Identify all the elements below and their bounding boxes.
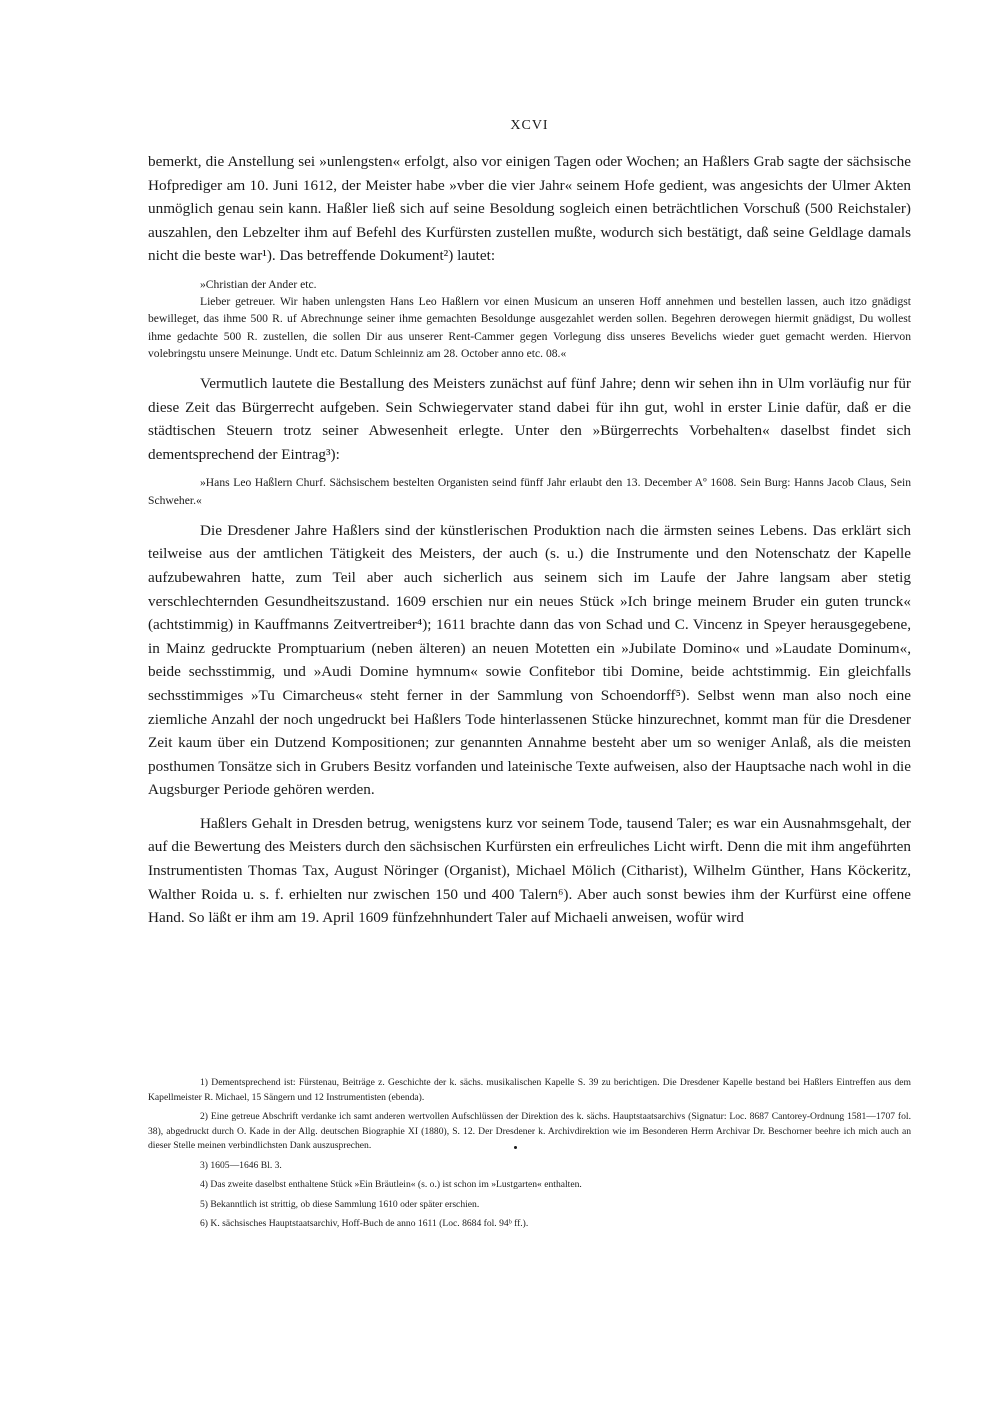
page-body: [148, 118, 911, 930]
footnotes: [148, 1076, 911, 1237]
paragraph-1: bemerkt, die Anstellung sei »unlengsten« erfolgt, also vor einigen Tagen oder Wochen; an Haßlers Grab sagte der sächsische Hofprediger am 10. Juni 1612, der Meister habe »vber die vier Jahr« seinem Hofe gedient, was angesichts der Ulmer Akten unmöglich genau sein kann. Haßler ließ sich auf seine Besoldung sogleich einen beträchtlichen Vorschuß (500 Reichstaler) auszahlen, den Lebzelter ihm auf Befehl des Kurfürsten zustellen mußte, wodurch sich bestätigt, daß seine Geldlage damals nicht die beste war¹). Das betreffende Dokument²) lautet:: [148, 153, 911, 265]
quote-register-entry: [148, 474, 911, 508]
quote-salutation: »Christian der Ander etc.: [200, 277, 317, 291]
paragraph-2: Vermutlich lautete die Bestallung des Meisters zunächst auf fünf Jahre; denn wir sehen ihn in Ulm vorläufig nur für diese Zeit das Bürgerrecht aufgeben. Sein Schwiegervater stand dabei für ihn gut, wohl in erster Linie dafür, daß er die städtischen Steuern trotz seiner Abwesenheit erlegte. Unter den »Bürgerrechts Vorbehalten« daselbst findet sich dementsprechend der Eintrag³):: [148, 374, 911, 463]
quote-register-body: »Hans Leo Haßlern Churf. Sächsischem bestelten Organisten seind fünff Jahr erlaubt den 13. December Aº 1608. Sein Burg: Hanns Jacob Claus, Sein Schweher.«: [148, 476, 911, 507]
footnote-3: 3) 1605—1646 Bl. 3.: [200, 1159, 282, 1171]
footnote-dot-mark: [514, 1146, 517, 1149]
footnote-5: 5) Bekanntlich ist strittig, ob diese Sammlung 1610 oder später erschien.: [200, 1198, 480, 1210]
page-number: XCVI: [510, 118, 549, 133]
footnote-2: 2) Eine getreue Abschrift verdanke ich samt anderen wertvollen Aufschlüssen der Direktion des k. sächs. Hauptstaatsarchivs (Signatur: Loc. 8687 Cantorey-Ordnung 1581—1707 fol. 38), abgedruckt durch O. Kade in der Allg. deutschen Biographie XI (1880), S. 12. Der Dresdener k. Archivdirektion wie im Besonderen Herrn Archivar Dr. Beschorner beehre ich mich auch an dieser Stelle meinen verbindlichsten Dank auszusprechen.: [148, 1111, 911, 1151]
footnote-1: 1) Dementsprechend ist: Fürstenau, Beiträge z. Geschichte der k. sächs. musikalischen Kapelle S. 39 zu berichtigen. Die Dresdener Kapelle bestand bei Haßlers Eintreffen aus dem Kapellmeister R. Michael, 15 Sängern und 12 Instrumentisten (ebenda).: [148, 1077, 911, 1103]
paragraph-3: Die Dresdener Jahre Haßlers sind der künstlerischen Produktion nach die ärmsten seines Lebens. Das erklärt sich teilweise aus der amtlichen Tätigkeit des Meisters, der auch (s. u.) die Instrumente und den Notenschatz der Kapelle aufzubewahren hatte, zum Teil aber auch sicherlich aus seinem sich im Laufe der Jahre langsam aber stetig verschlechternden Gesundheitszustand. 1609 erschien nur ein neues Stück »Ich bringe meinem Bruder ein guten trunck« (achtstimmig) in Kauffmanns Zeitvertreiber⁴); 1611 brachte dann das von Schad und C. Vincenz in Speyer herausgegebene, in Mainz gedruckte Promptuarium (neben älteren) an neuen Motetten ein »Jubilate Domino« und »Laudate Dominum«, beide sechsstimmig, und »Audi Domine hymnum« sowie Confitebor tibi Domine, beide achtstimmig. Ein gleichfalls sechsstimmiges »Tu Cimarcheus« steht ferner in der Sammlung von Schoendorff⁵). Selbst wenn man also noch eine ziemliche Anzahl der noch ungedruckt bei Haßlers Tode hinterlassenen Stücke hinzurechnet, kommt man für die Dresdener Zeit kaum über ein Dutzend Kompositionen; zur genannten Annahme besteht aber um so weniger Anlaß, als die meisten posthumen Tonsätze sich in Grubers Besitz vorfanden und lateinische Texte aufweisen, also der Hauptsache nach wohl in die Augsburger Periode gehören werden.: [148, 521, 911, 799]
footnote-4: 4) Das zweite daselbst enthaltene Stück »Ein Bräutlein« (s. o.) ist schon im »Lustgarten« enthalten.: [200, 1179, 582, 1190]
footnote-6: 6) K. sächsisches Hauptstaatsarchiv, Hoff-Buch de anno 1611 (Loc. 8684 fol. 94ᵇ ff.).: [200, 1218, 529, 1229]
quote-body: Lieber getreuer. Wir haben unlengsten Hans Leo Haßlern vor einen Musicum an unseren Hoff annehmen und bestellen lassen, auch itzo gnädigst bewilleget, das ihme 500 R. uf Abrechnunge seiner ihme gemachten Besoldunge ausgezahlet werden sollen. Begehren derowegen hiermit gnädigst, Du wollest ihme gedachte 500 R. zustellen, die sollen Dir aus unserer Rent-Cammer gegen Vorlegung diss unseres Bevelichs wieder guet gemacht werden. Hiervon volebringstu unsere Meinunge. Undt etc. Datum Schleinniz am 28. October anno etc. 08.«: [148, 295, 911, 360]
quote-document: [148, 276, 911, 362]
paragraph-4: Haßlers Gehalt in Dresden betrug, wenigstens kurz vor seinem Tode, tausend Taler; es war ein Ausnahmsgehalt, der auf die Bewertung des Meisters durch den sächsischen Kurfürsten ein erfreuliches Licht wirft. Denn die mit ihm angeführten Instrumentisten Thomas Tax, August Nöringer (Organist), Michael Mölich (Citharist), Wilhelm Günther, Hans Köckeritz, Walther Roida u. s. f. erhielten nur zwischen 150 und 400 Talern⁶). Aber auch sonst bewies ihm der Kurfürst eine offene Hand. So läßt er ihm am 19. April 1609 fünfzehnhundert Taler auf Michaeli anweisen, wofür wird: [148, 814, 911, 927]
